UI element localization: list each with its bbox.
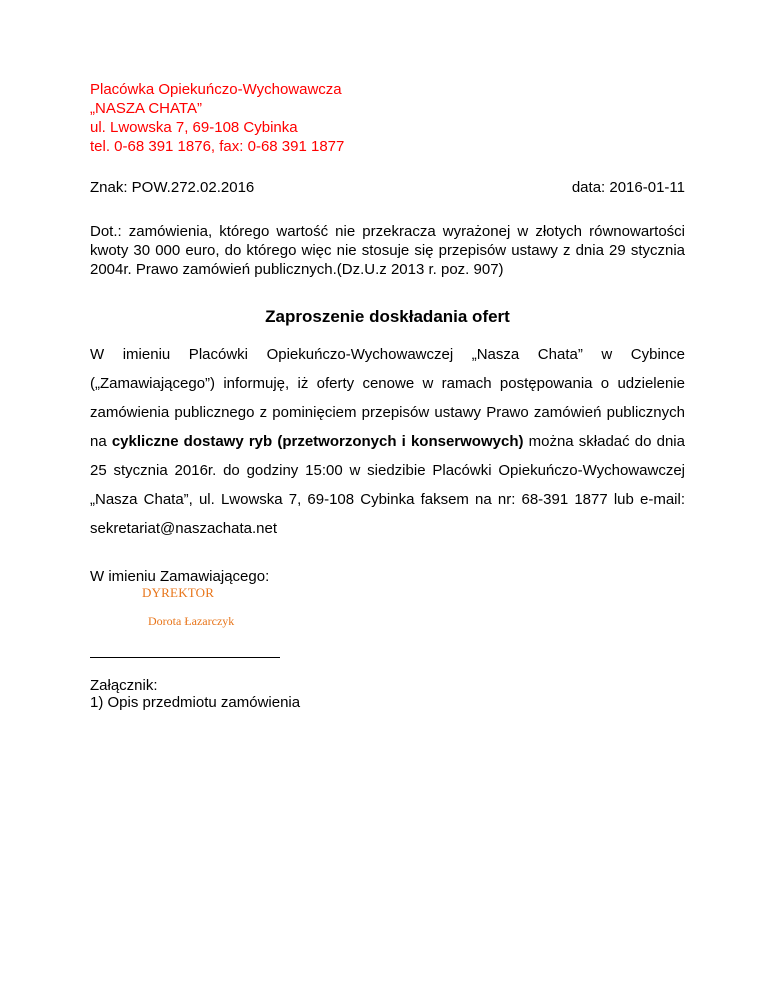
document-title: Zaproszenie doskładania ofert: [265, 307, 510, 326]
on-behalf-label: W imieniu Zamawiającego:: [90, 568, 270, 585]
body-text-part1: W imieniu Placówki Opiekuńczo-Wychowawczej „Nasza Chata” w Cybince („Zamawiającego”) informuję, iż oferty cenowe w ramach postępowania o udzielenie zamówienia publicznego z pominięciem przepisów ustawy Prawo zamówień publicznych na: [90, 346, 685, 450]
reference-number: Znak: POW.272.02.2016: [90, 179, 255, 196]
signature-line: [90, 657, 280, 658]
organization-header: [90, 80, 344, 156]
attachment-label: Załącznik:: [90, 677, 158, 694]
org-short-name: „NASZA CHATA”: [90, 100, 202, 117]
signature-stamp-name: Dorota Łazarczyk: [148, 614, 235, 628]
body-paragraph: [90, 340, 685, 543]
subject-paragraph: Dot.: zamówienia, którego wartość nie przekracza wyrażonej w złotych równowartości kwoty 30 000 euro, do którego więc nie stosuje się przepisów ustawy z dnia 29 stycznia 2004r. Prawo zamówień publicznych.(Dz.U.z 2013 r. poz. 907): [90, 223, 685, 278]
org-phone-fax: tel. 0-68 391 1876, fax: 0-68 391 1877: [90, 138, 345, 155]
body-text-part2: można składać do dnia 25 stycznia 2016r. do godziny 15:00 w siedzibie Placówki Opiekuńczo-Wychowawczej „Nasza Chata”, ul. Lwowska 7, 69-108 Cybinka faksem na nr: 68-391 1877 lub e-mail: sekretariat@naszachata.net: [90, 433, 685, 537]
org-address: ul. Lwowska 7, 69-108 Cybinka: [90, 119, 298, 136]
document-date: data: 2016-01-11: [571, 179, 685, 196]
attachment-item: 1) Opis przedmiotu zamówienia: [90, 694, 301, 711]
org-name: Placówka Opiekuńczo-Wychowawcza: [90, 81, 342, 98]
signature-stamp-role: DYREKTOR: [142, 585, 215, 600]
body-text-bold: cykliczne dostawy ryb (przetworzonych i konserwowych): [111, 433, 524, 450]
